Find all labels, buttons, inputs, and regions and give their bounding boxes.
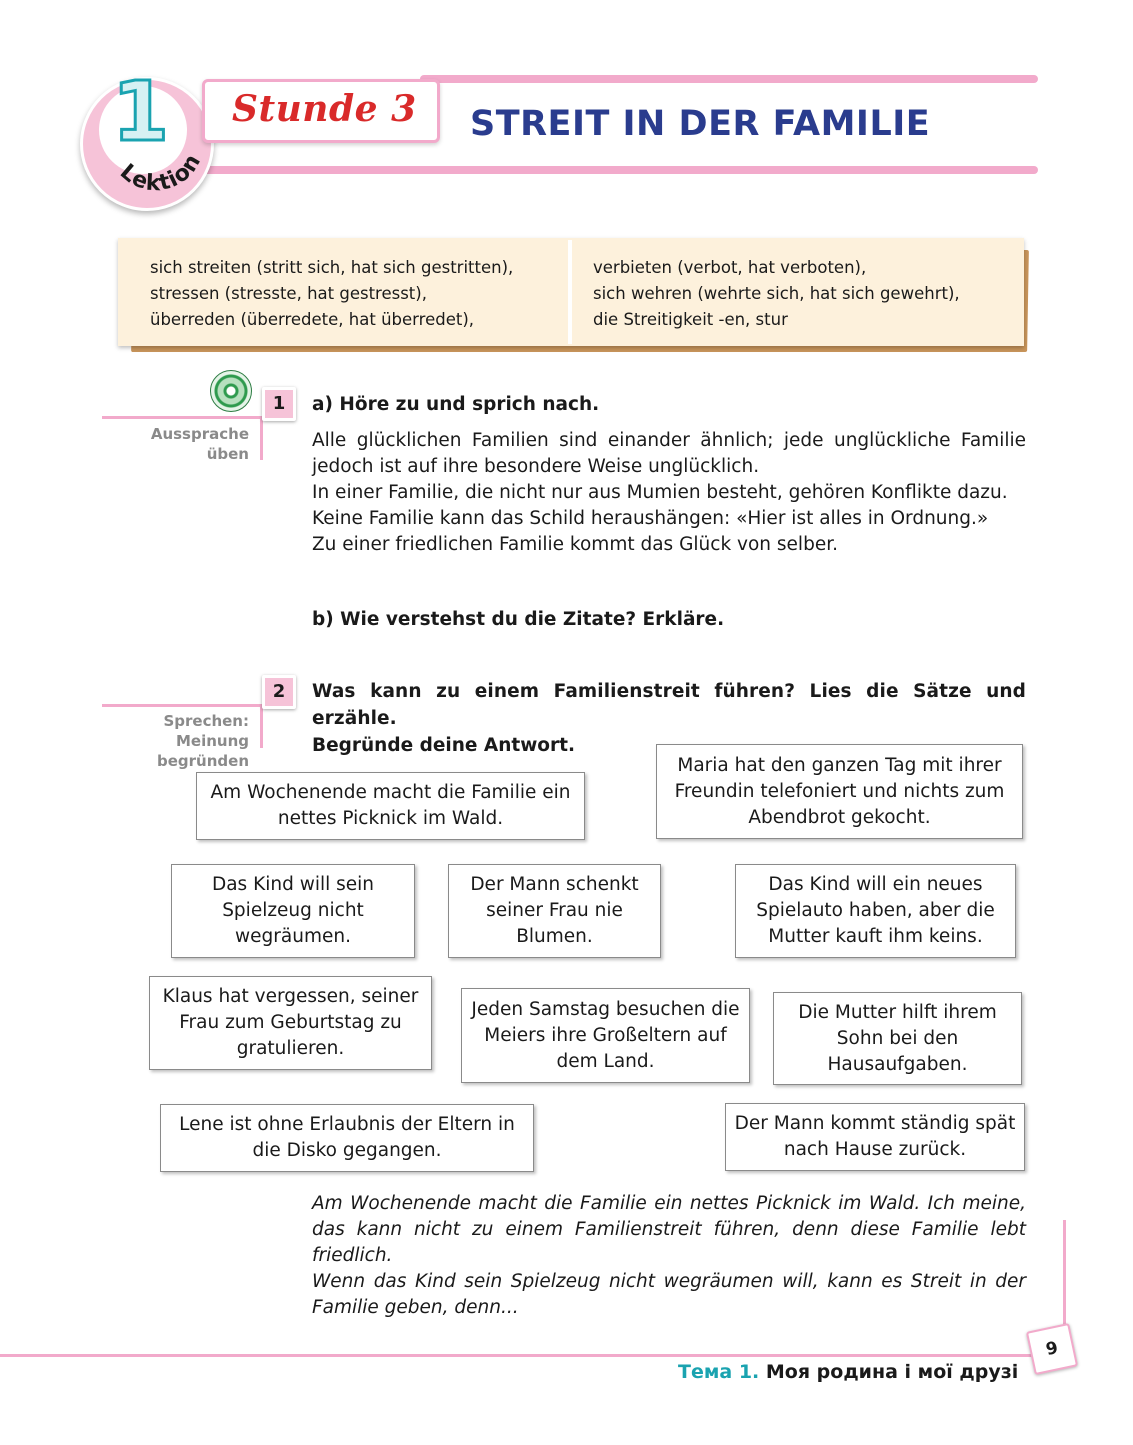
task2-heading: Was kann zu einem Familienstreit führen? Lies die Sätze und erzähle. Begründe deine Antwort.: [312, 681, 1026, 756]
stunde-label: Stunde 3: [232, 88, 417, 130]
footer-tema: Тема 1.: [678, 1361, 760, 1383]
sentence-card: Die Mutter hilft ihrem Sohn bei den Hausaufgaben.: [773, 992, 1022, 1085]
page-number: 9: [1026, 1323, 1078, 1375]
vocab-item: die Streitigkeit -en, stur: [593, 310, 788, 329]
vocab-item: überreden (überredete, hat überredet),: [150, 310, 475, 329]
example-paragraph: Am Wochenende macht die Familie ein nettes Picknick im Wald. Ich meine, das kann nicht zu einem Familienstreit führen, denn diese Familie lebt friedlich.: [312, 1193, 1026, 1266]
footer-topic-title: Моя родина і мої друзі: [765, 1361, 1019, 1383]
quote: Alle glücklichen Familien sind einander ähnlich; jede unglückliche Familie jedoch ist auf ihre besondere Weise unglücklich.: [312, 430, 1026, 477]
vocab-right-column: [593, 255, 960, 333]
vocab-item: verbieten (verbot, hat verboten),: [593, 258, 867, 277]
header-bottom-line: [200, 166, 1038, 174]
quote: In einer Familie, die nicht nur aus Mumien besteht, gehören Konflikte dazu.: [312, 482, 1008, 503]
example-answer: [312, 1191, 1026, 1321]
sentence-card: Der Mann schenkt seiner Frau nie Blumen.: [448, 864, 661, 958]
task2-marker-line: [102, 704, 262, 707]
vocab-divider: [568, 240, 572, 344]
vocab-item: sich wehren (wehrte sich, hat sich gewehrt),: [593, 284, 960, 303]
task1-quotes: [312, 428, 1026, 558]
footer-line: [0, 1354, 1040, 1357]
task1-a-heading: a) Höre zu und sprich nach.: [312, 394, 600, 415]
example-paragraph: Wenn das Kind sein Spielzeug nicht wegräumen will, kann es Streit in der Familie geben, denn...: [312, 1271, 1026, 1318]
sentence-card: Der Mann kommt ständig spät nach Hause zurück.: [725, 1103, 1025, 1171]
header-top-line: [420, 75, 1038, 83]
task1-b-heading: b) Wie verstehst du die Zitate? Erkläre.: [312, 609, 725, 630]
task1-marker-vline: [260, 416, 263, 460]
footer-vertical-line: [1063, 1220, 1066, 1332]
task1-side-label: Aussprache üben: [150, 425, 249, 463]
footer-topic: [678, 1358, 1018, 1386]
audio-cd-icon[interactable]: [210, 370, 252, 412]
sentence-card: Das Kind will sein Spielzeug nicht wegräumen.: [171, 864, 415, 958]
svg-text:Lektion: Lektion: [114, 149, 207, 197]
task1-number: 1: [262, 387, 296, 421]
sentence-card: Lene ist ohne Erlaubnis der Eltern in die Disko gegangen.: [160, 1104, 534, 1172]
task2-number: 2: [262, 675, 296, 709]
vocab-left-column: [150, 255, 513, 333]
lektion-number: 1: [112, 65, 170, 160]
sentence-card: Jeden Samstag besuchen die Meiers ihre Großeltern auf dem Land.: [461, 988, 750, 1083]
task2-marker-vline: [260, 704, 263, 748]
vocab-item: sich streiten (stritt sich, hat sich gestritten),: [150, 258, 514, 277]
sentence-card: Maria hat den ganzen Tag mit ihrer Freundin telefoniert und nichts zum Abendbrot gekocht.: [656, 744, 1023, 839]
vocab-item: stressen (stresste, hat gestresst),: [150, 284, 427, 303]
sentence-card: Am Wochenende macht die Familie ein nettes Picknick im Wald.: [196, 772, 585, 840]
page-title: STREIT IN DER FAMILIE: [470, 104, 931, 144]
quote: Zu einer friedlichen Familie kommt das Glück von selber.: [312, 534, 838, 555]
sentence-card: Das Kind will ein neues Spielauto haben, aber die Mutter kauft ihm keins.: [735, 864, 1016, 958]
task2-side-label: Sprechen: Meinung begründen: [157, 712, 249, 770]
task1-marker-line: [102, 416, 262, 419]
sentence-card: Klaus hat vergessen, seiner Frau zum Geburtstag zu gratulieren.: [149, 976, 432, 1070]
quote: Keine Familie kann das Schild heraushängen: «Hier ist alles in Ordnung.»: [312, 508, 989, 529]
